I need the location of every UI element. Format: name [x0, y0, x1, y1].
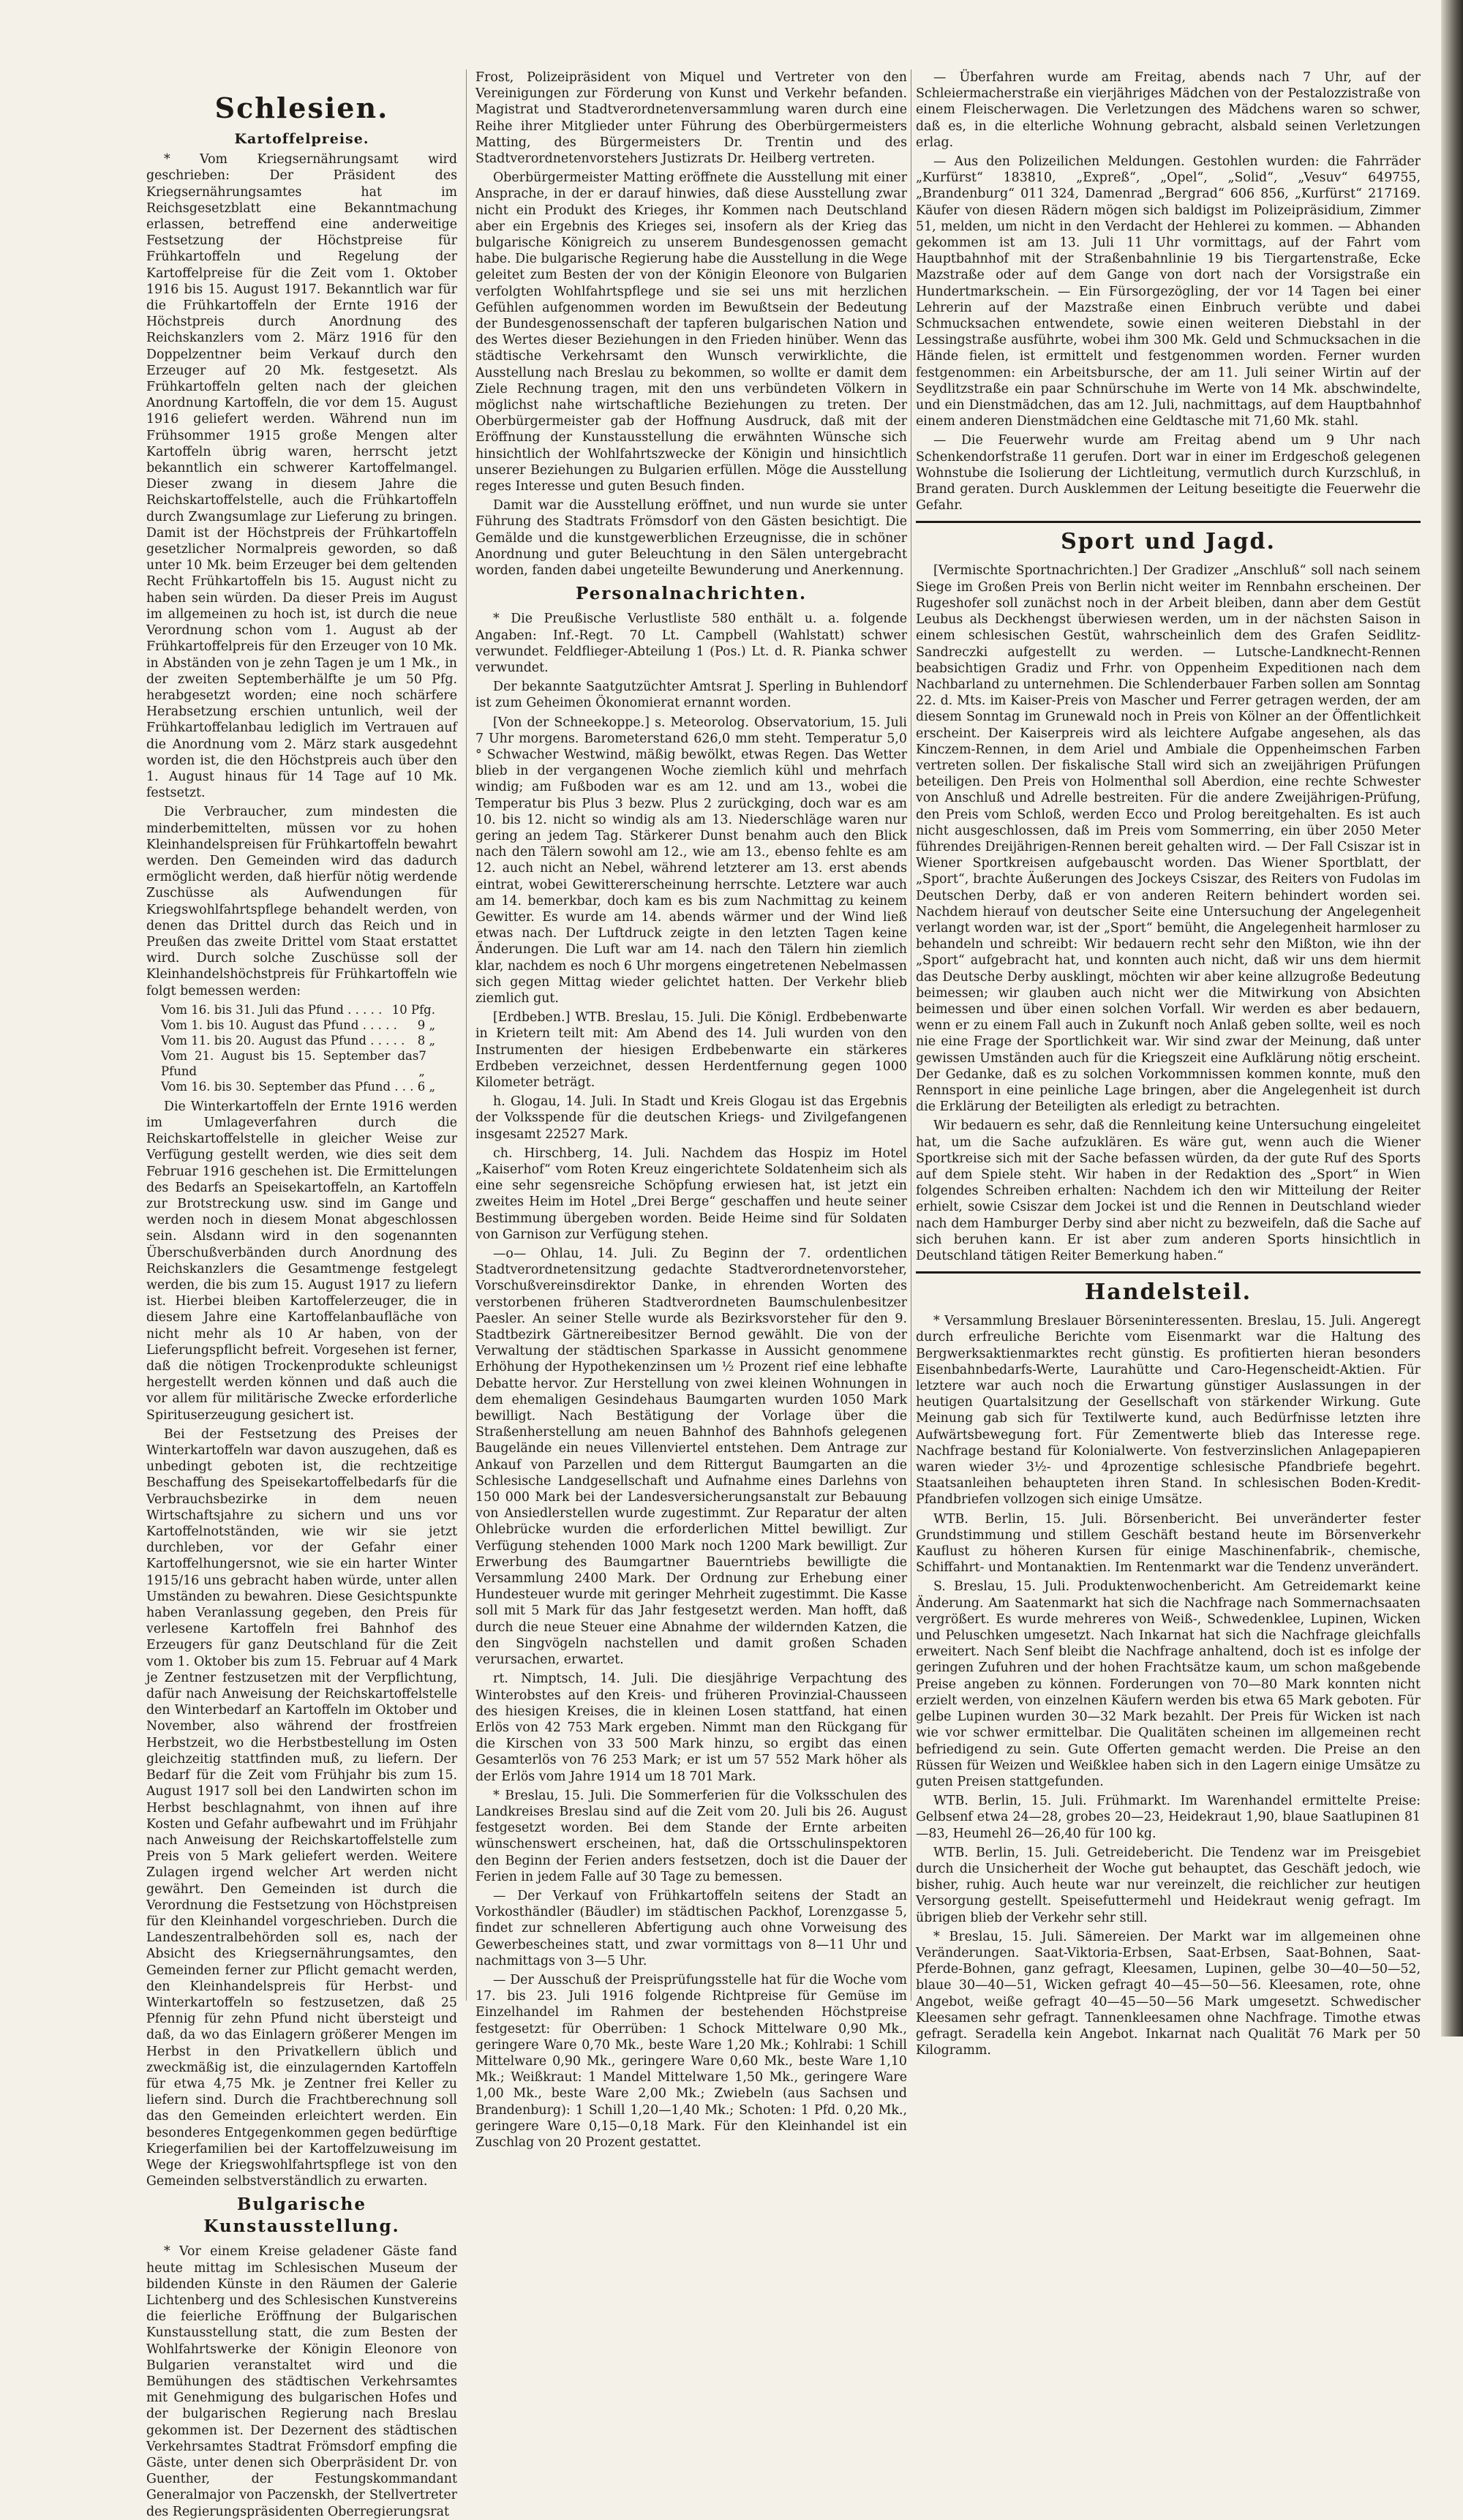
news-item: ch. Hirschberg, 14. Juli. Nachdem das Hospiz im Hotel „Kaiserhof“ vom Roten Kreuz eingerichtete Soldatenheim sich als eine sehr segensreiche Schöpfung erwiesen hat, ist jetzt ein zweites Heim im Hotel „Drei Berge“ geschaffen und heute seiner Bestimmung übergeben worden. Beide Heime sind für Soldaten von Garnison zur Verfügung stehen.	[475, 1146, 907, 1242]
price-label: Vom 21. August bis 15. September das Pfund	[161, 1048, 419, 1078]
section-title-schlesien: Schlesien.	[214, 91, 389, 124]
news-item: S. Breslau, 15. Juli. Produktenwochenbericht. Am Getreidemarkt keine Änderung. Am Saatenmarkt hat sich die Nachfrage nach Sommernachsaaten vergrößert. Es wurde mehreres von Weiß-, Schwedenklee, Lupinen, Wicken und Peluschken umgesetzt. Nach Inkarnat hat sich die Nachfrage gleichfalls erweitert. Nach Senf bleibt die Nachfrage anhaltend, doch ist es infolge der geringen Zufuhren und der hohen Frachtsätze kaum, um schon maßgebende Preise angeben zu können. Forderungen von 70—80 Mark konnten nicht erzielt werden, von einzelnen Käufern werden bis etwa 65 Mark geboten. Für gelbe Lupinen wurden 30—32 Mark bezahlt. Der Preis für Wicken ist nach wie vor schwer ermittelbar. Die Qualitäten scheinen im allgemeinen recht befriedigend zu sein. Gute Offerten gemacht werden. Die Preise an den Rüssen für Weizen und Weißklee haben sich in den Lagern einige Umsätze zu guten Preisen stattgefunden.	[916, 1579, 1421, 1789]
news-item: —o— Ohlau, 14. Juli. Zu Beginn der 7. ordentlichen Stadtverordnetensitzung gedachte Stadtverordnetenvorsteher, Vorschußvereinsdirektor Danke, in ehrenden Worten des verstorbenen früheren Stadtverordneten Baumschulenbesitzer Paesler. An seiner Stelle wurde als Bezirksvorsteher für den 9. Stadtbezirk Gärtnereibesitzer Bernod gewählt. Die von der Verwaltung der städtischen Sparkasse in Aussicht genommene Erhöhung der Hypothekenzinsen um ½ Prozent rief eine lebhafte Debatte hervor. Zur Herstellung von zwei kleinen Wohnungen in dem ehemaligen Gesindehaus Baumgarten wurden 1050 Mark bewilligt. Nach Bestätigung der Vorlage über die Straßenherstellung am neuen Bahnhof des Bahnhofs gelegenen Baugelände ein neues Villenviertel entstehen. Dem Antrage zur Ankauf von Parzellen und dem Rittergut Baumgarten an die Schlesische Landgesellschaft und Aufnahme eines Darlehns von 150 000 Mark bei der Landesversicherungsanstalt zur Bebauung von Ansiedlerstellen wurde zugestimmt. Zur Reparatur der alten Ohlebrücke wurden die erforderlichen Mittel bewilligt. Zur Verfügung stehenden 1000 Mark noch 1200 Mark bewilligt. Zur Erwerbung des Baumgartner Bauerntriebs bewilligte die Versammlung 2400 Mark. Der Ordnung zur Erhebung einer Hundesteuer wurde mit geringer Mehrheit zugestimmt. Die Kasse soll mit 5 Mark für das Jahr festgesetzt werden. Man hofft, daß durch die neue Steuer eine Abnahme der wildernden Katzen, die den Singvögeln nachstellen und damit großen Schaden verursachen, erwartet.	[475, 1246, 907, 1668]
column-3	[916, 69, 1421, 2058]
section-title-sport: Sport und Jagd.	[1061, 529, 1276, 555]
news-item: [Von der Schneekoppe.] s. Meteorolog. Observatorium, 15. Juli 7 Uhr morgens. Barometerstand 626,0 mm steht. Temperatur 5,0 ° Schwacher Westwind, mäßig bewölkt, etwas Regen. Das Wetter blieb in der vergangenen Woche ziemlich kühl und mehrfach windig; am Fußboden war es am 12. und am 13., wobei die Temperatur bis Plus 3 bezw. Plus 2 zurückging, doch war es am 10. bis 12. nicht so windig als am 13. Niederschläge waren nur gering an jedem Tag. Stärkerer Dunst benahm auch den Blick nach den Tälern sowohl am 12., wie am 13., ebenso fehlte es am 12. auch nicht an Nebel, während letzterer am 13. erst abends eintrat, wobei Gewittererscheinung herrschte. Letztere war auch am 14. bemerkbar, doch kam es bis zum Nachmittag zu keinem Gewitter. Es wurde am 14. abends wärmer und der Wind ließ etwas nach. Der Luftdruck zeigte in den letzten Tagen keine Änderungen. Die Luft war am 14. nach den Tälern hin ziemlich klar, nachdem es noch 6 Uhr morgens eingetretenen Nebelmassen sich gegen Mittag wieder gelichtet hatten. Der Verkehr blieb ziemlich gut.	[475, 715, 907, 1006]
article-paragraph: * Vom Kriegsernährungsamt wird geschrieben: Der Präsident des Kriegsernährungsamtes hat im Reichsgesetzblatt eine Bekanntmachung erlassen, betreffend eine anderweitige Festsetzung der Höchstpreise für Frühkartoffeln und Regelung der Kartoffelpreise für die Zeit vom 1. Oktober 1916 bis 15. August 1917. Bekanntlich war für die Frühkartoffeln der Ernte 1916 der Höchstpreis durch Anordnung des Reichskanzlers vom 2. März 1916 für den Doppelzentner beim Verkauf durch den Erzeuger auf 20 Mk. festgesetzt. Als Frühkartoffeln gelten nach der gleichen Anordnung Kartoffeln, die vor dem 15. August 1916 geliefert werden. Während nun im Frühsommer 1915 große Mengen alter Kartoffeln übrig waren, herrscht jetzt bekanntlich ein schwerer Kartoffelmangel. Dieser zwang in diesem Jahre die Reichskartoffelstelle, auch die Frühkartoffeln durch Zwangsumlage zur Lieferung zu bringen. Damit ist der Höchstpreis der Frühkartoffeln gesetzlicher Normalpreis geworden, so daß unter 10 Mk. beim Erzeuger bei dem geltenden Recht Frühkartoffeln bis 15. August nicht zu haben sein würden. Da dieser Preis im August im allgemeinen zu hoch ist, ist durch die neue Verordnung schon vom 1. August ab der Frühkartoffelpreis für den Erzeuger von 10 Mk. in Abständen von je zehn Tagen je um 1 Mk., in der zweiten Septemberhälfte je um 50 Pfg. herabgesetzt worden; eine noch schärfere Herabsetzung erschien untunlich, weil der Frühkartoffelanbau lediglich im Vertrauen auf die Anordnung vom 2. März stark ausgedehnt worden ist, die den Höchstpreis auch über den 1. August hinaus für 14 Tage auf 10 Mk. festsetzt.	[146, 152, 457, 801]
column-1	[146, 69, 457, 2519]
article-paragraph: Damit war die Ausstellung eröffnet, und nun wurde sie unter Führung des Stadtrats Frömsdorf von den Gästen besichtigt. Die Gemälde und die kunstgewerblichen Erzeugnisse, die in schöner Anordnung und guter Beleuchtung in den Sälen untergebracht worden, fanden dabei ungeteilte Bewunderung und Anerkennung.	[475, 498, 907, 579]
news-item: * Versammlung Breslauer Börseninteressenten. Breslau, 15. Juli. Angeregt durch erfreuliche Berichte vom Eisenmarkt war die Haltung des Bergwerksaktienmarktes recht günstig. Es profitierten hieran besonders Eisenbahnbedarfs-Werte, Laurahütte und Caro-Hegenscheidt-Aktien. Für letztere war auch noch die Erwartung günstiger Auslassungen in der heutigen Quartalsitzung der Gesellschaft von stärkender Wirkung. Gute Meinung gab sich für Textilwerte kund, auch Bedürfnisse letzten ihre Aufwärtsbewegung fort. Für Zementwerte blieb das Interesse rege. Nachfrage bestand für Kolonialwerte. Von festverzinslichen Anlagepapieren waren wieder 3½- und 4prozentige schlesische Pfandbriefe begehrt. Staatsanleihen behaupteten ihren Stand. In schlesischen Boden-Kredit-Pfandbriefen vollzogen sich einige Umsätze.	[916, 1314, 1421, 1508]
price-value: 7 „	[418, 1048, 426, 1078]
price-row	[161, 1002, 457, 1018]
section-divider	[916, 521, 1421, 523]
price-value: 6 „	[417, 1079, 435, 1094]
news-item: WTB. Berlin, 15. Juli. Getreidebericht. Die Tendenz war im Preisgebiet durch die Unsicherheit der Woche gut behauptet, das Geschäft jedoch, wie bisher, ruhig. Auch heute war nur vereinzelt, die reichlicher zur heutigen Versorgung gestellt. Speisefuttermehl und Heidekraut wenig gefragt. Im übrigen blieb der Verkehr sehr still.	[916, 1845, 1421, 1925]
news-item: rt. Nimptsch, 14. Juli. Die diesjährige Verpachtung des Winterobstes auf den Kreis- und früheren Provinzial-Chausseen des hiesigen Kreises, die in kleinen Losen stattfand, hat einen Erlös von 42 753 Mark ergeben. Nimmt man den Rückgang für die Kirschen von 33 500 Mark hinzu, so ergibt das einen Gesamterlös von 76 253 Mark; er ist um 57 552 Mark höher als der Erlös vom Jahre 1914 um 18 701 Mark.	[475, 1671, 907, 1784]
article-title-personalnachrichten: Personalnachrichten.	[576, 584, 807, 604]
news-item: Wir bedauern es sehr, daß die Rennleitung keine Untersuchung eingeleitet hat, um die Sache aufzuklären. Es wäre gut, wenn auch die Wiener Sportkreise sich mit der Sache befassen würden, da der gute Ruf des Sports auf dem Spiele steht. Wir haben in der Redaktion des „Sport“ in Wien folgendes Schreiben erhalten: Nachdem ich den wir Mitteilung der Reiter erhielt, sowie Csiszar dem Jockei ist und die Rennen in Deutschland wieder nach dem Hamburger Derby sind aber nicht zu bezweifeln, daß die Sache auf sich beruhen kann. Er ist aber zum anderen Sports hinsichtlich in Deutschland tätigen Reiter Bemerkung haben.“	[916, 1118, 1421, 1264]
article-paragraph: Frost, Polizeipräsident von Miquel und Vertreter von den Vereinigungen zur Förderung von Kunst und Verkehr befanden. Magistrat und Stadtverordnetenversammlung waren durch eine Reihe ihrer Mitglieder unter Führung des Oberbürgermeisters Matting, des Bürgermeisters Dr. Trentin und des Stadtverordnetenvorstehers Justizrats Dr. Heilberg vertreten.	[475, 70, 907, 167]
price-value: 8 „	[417, 1033, 435, 1048]
article-paragraph: Die Verbraucher, zum mindesten die minderbemittelten, müssen vor zu hohen Kleinhandelspreisen für Frühkartoffeln bewahrt werden. Den Gemeinden wird das dadurch ermöglicht werden, daß hierfür nötig werdende Zuschüsse als Aufwendungen für Kriegswohlfahrtspflege behandelt werden, von denen das Drittel durch das Reich und in Preußen das zweite Drittel vom Staat erstattet wird. Durch solche Zuschüsse soll der Kleinhandelshöchstpreis für Frühkartoffeln wie folgt bemessen werden:	[146, 805, 457, 998]
price-label: Vom 16. bis 31. Juli das Pfund . . . . .	[161, 1002, 383, 1017]
column-rule	[466, 69, 467, 2001]
price-value: 10 Pfg.	[391, 1002, 435, 1017]
price-table	[161, 1002, 457, 1094]
price-label: Vom 11. bis 20. August das Pfund . . . . .	[161, 1033, 405, 1048]
news-item: [Vermischte Sportnachrichten.] Der Gradizer „Anschluß“ soll nach seinem Siege im Großen Preis von Berlin nicht weiter im Rennbahn erscheinen. Der Rugeshofer soll zunächst noch in der Arbeit bleiben, dann aber dem Gestüt Leubus als Deckhengst überwiesen werden, um in der nächsten Saison in einem schlesischen Gestüt, wahrscheinlich dem des Grafen Seidlitz-Sandreczki aufgestellt zu werden. — Lutsche-Landknecht-Rennen beabsichtigen Gradiz und Frhr. von Oppenheim Expeditionen nach dem Nachbarland zu unternehmen. Die Schlenderbauer Farben sollen am Sonntag 22. d. Mts. im Kaiser-Preis von Mascher und Ferrer getragen werden, der am diesem Sonntag im Grunewald noch in Preis von Kölner an der Öffentlichkeit erscheint. Der Kaiserpreis wird als leichtere Aufgabe angesehen, als das Kinczem-Rennen, in dem Ariel und Ambiale die Oppenheimschen Farben vertreten sollen. Der fiskalische Stall wird sich an zweijährigen Prüfungen beteiligen. Den Preis von Holmenthal soll Aberdion, eine rechte Schwester von Anschluß und Adrelle bestreiten. Für die andere Zweijährigen-Prüfung, den Preis vom Schloß, werden Ecco und Prolog bereitgehalten. Es ist auch nicht ausgeschlossen, daß im Preis vom Sommerring, ein über 2050 Meter führendes Dreijährigen-Rennen bereit gehalten wird. — Der Fall Csiszar ist in Wiener Sportkreisen aufgebauscht worden. Das Wiener Sportblatt, der „Sport“, brachte Äußerungen des Jockeys Csiszar, des Reiters von Fudolas im Deutschen Derby, daß er von anderen Reitern behindert worden sei. Nachdem hierauf von deutscher Seite eine Untersuchung der Angelegenheit verlangt worden war, ist der „Sport“ bemüht, die Angelegenheit harmloser zu behandeln und schreibt: Wir bedauern recht sehr den Mißton, wie ihn der „Sport“ aufgebracht hat, und konnten auch nicht, daß wir uns dem hiermit das Deutsche Derby ausklingt, möchten wir aber keine allzugroße Bedeutung beimessen; wir glauben auch nicht wer die Mitwirkung von Absichten beimessen und über einen solchen Vorfall. Wir werden es aber bedauern, wenn er zu einem Fall auch in Zukunft noch Anlaß geben sollte, weil es noch nie eine Frage der Sportlichkeit war. Wir sind zwar der Meinung, daß unter gewissen Umständen auch für die Kriegszeit eine Aufklärung nötig erscheint. Der Gedanke, daß es zu solchen Vorkommnissen kommen konnte, muß den Rennsport in eine peinliche Lage bringen, aber die Angelegenheit ist durch die Erklärung der Beteiligten als erledigt zu betrachten.	[916, 563, 1421, 1115]
news-item: — Der Verkauf von Frühkartoffeln seitens der Stadt an Vorkosthändler (Bäudler) im städtischen Packhof, Lorenzgasse 5, findet zur schnelleren Abfertigung auch ohne Vorweisung des Gewerbescheines statt, und zwar vormittags von 8—11 Uhr und nachmittags von 3—5 Uhr.	[475, 1888, 907, 1968]
page-edge-shadow	[1441, 0, 1463, 2036]
news-item: * Die Preußische Verlustliste 580 enthält u. a. folgende Angaben: Inf.-Regt. 70 Lt. Campbell (Wahlstatt) schwer verwundet. Feldflieger-Abteilung 1 (Pos.) Lt. d. R. Pianka schwer verwundet.	[475, 612, 907, 675]
news-item: [Erdbeben.] WTB. Breslau, 15. Juli. Die Königl. Erdbebenwarte in Krietern teilt mit: Am Abend des 14. Juli wurden von den Instrumenten der hiesigen Erdbebenwarte ein stärkeres Erdbeben verzeichnet, dessen Herdentfernung gegen 1000 Kilometer beträgt.	[475, 1010, 907, 1090]
price-value: 9 „	[417, 1018, 435, 1032]
section-title-handelsteil: Handelsteil.	[1084, 1279, 1252, 1306]
article-paragraph: Oberbürgermeister Matting eröffnete die Ausstellung mit einer Ansprache, in der er darauf hinwies, daß diese Ausstellung zwar nicht ein Produkt des Krieges, ihr Kommen nach Deutschland aber ein Ergebnis des Krieges sei, insofern als der Krieg das bulgarische Königreich zu unserem Bundesgenossen gemacht habe. Die bulgarische Regierung habe die Ausstellung in die Wege geleitet zum Besten der von der Königin Eleonore von Bulgarien verfolgten Wohlfahrtspflege und sie sei uns mit herzlichen Gefühlen aufgenommen worden im Bewußtsein der Bedeutung der Bundesgenossenschaft der tapferen bulgarischen Nation und des Wertes dieser Beziehungen in den Frieden hinüber. Wenn das städtische Verkehrsamt den Wunsch verwirklichte, die Ausstellung nach Breslau zu bekommen, so wollte er damit dem Ziele Rechnung tragen, mit den uns verbündeten Völkern in möglichst nahe wirtschaftliche Beziehungen zu treten. Der Oberbürgermeister gab der Hoffnung Ausdruck, daß mit der Eröffnung der Kunstausstellung die erwähnten Wünsche sich hinsichtlich der Wohlfahrtszwecke der Königin und hinsichtlich unserer Beziehungen zu Bulgarien erfüllen. Möge die Ausstellung reges Interesse und guten Besuch finden.	[475, 170, 907, 494]
news-item: — Überfahren wurde am Freitag, abends nach 7 Uhr, auf der Schleiermacherstraße ein vierjähriges Mädchen von der Pestalozzistraße von einem Fleischerwagen. Die Verletzungen des Mädchens waren so schwer, daß es, in die elterliche Wohnung gebracht, alsbald seinen Verletzungen erlag.	[916, 70, 1421, 150]
news-item: * Breslau, 15. Juli. Die Sommerferien für die Volksschulen des Landkreises Breslau sind auf die Zeit vom 20. Juli bis 26. August festgesetzt worden. Bei dem Stande der Ernte arbeiten wünschenswert erscheinen, hat, daß die Ortsschulinspektoren den Beginn der Ferien anders festsetzen, doch ist die Dauer der Ferien in jedem Falle auf 30 Tage zu bemessen.	[475, 1788, 907, 1884]
article-paragraph: * Vor einem Kreise geladener Gäste fand heute mittag im Schlesischen Museum der bildenden Künste in den Räumen der Galerie Lichtenberg und des Schlesischen Kunstvereins die feierliche Eröffnung der Bulgarischen Kunstausstellung statt, die zum Besten der Wohlfahrtswerke der Königin Eleonore von Bulgarien veranstaltet wird und die Bemühungen des städtischen Verkehrsamtes mit Genehmigung des bulgarischen Hofes und der bulgarischen Regierung nach Breslau gekommen ist. Der Dezernent des städtischen Verkehrsamtes Stadtrat Frömsdorf empfing die Gäste, unter denen sich Oberpräsident Dr. von Guenther, der Festungskommandant Generalmajor von Paczenskh, der Stellvertreter des Regierungspräsidenten Oberregierungsrat	[146, 2244, 457, 2519]
news-item: — Der Ausschuß der Preisprüfungsstelle hat für die Woche vom 17. bis 23. Juli 1916 folgende Richtpreise für Gemüse im Einzelhandel im Rahmen der bestehenden Höchstpreise festgesetzt: für Oberrüben: 1 Schock Mittelware 0,90 Mk., geringere Ware 0,70 Mk., beste Ware 1,20 Mk.; Kohlrabi: 1 Schill Mittelware 0,90 Mk., geringere Ware 0,60 Mk., beste Ware 1,10 Mk.; Weißkraut: 1 Mandel Mittelware 1,50 Mk., geringere Ware 1,00 Mk., beste Ware 2,00 Mk.; Zwiebeln (aus Sachsen und Brandenburg): 1 Schill 1,20—1,40 Mk.; Schoten: 1 Pfd. 0,20 Mk., geringere Ware 0,15—0,18 Mark. Für den Kleinhandel ist ein Zuschlag von 20 Prozent gestattet.	[475, 1972, 907, 2150]
news-item: * Breslau, 15. Juli. Sämereien. Der Markt war im allgemeinen ohne Veränderungen. Saat-Viktoria-Erbsen, Saat-Erbsen, Saat-Bohnen, Saat-Pferde-Bohnen, ganz gefragt, Kleesamen, Lupinen, gelbe 30—40—50—52, blaue 30—40—51, Wicken gefragt 40—45—50—56. Kleesamen, rote, ohne Angebot, weiße gefragt 40—45—50—56 Mark umgesetzt. Schwedischer Kleesamen sehr gefragt. Tannenkleesamen ohne Nachfrage. Timothe etwas gefragt. Seradella kein Angebot. Inkarnat nach Qualität 76 Mark per 50 Kilogramm.	[916, 1929, 1421, 2058]
news-item: — Aus den Polizeilichen Meldungen. Gestohlen wurden: die Fahrräder „Kurfürst“ 183810, „Expreß“, „Opel“, „Solid“, „Vesuv“ 649755, „Brandenburg“ 011 324, Damenrad „Bergrad“ 606 856, „Kurfürst“ 217169. Käufer von diesen Rädern mögen sich baldigst im Polizeipräsidium, Zimmer 51, melden, um nicht in den Verdacht der Hehlerei zu kommen. — Abhanden gekommen ist am 13. Juli 11 Uhr vormittags, auf der Fahrt vom Hauptbahnhof mit der Straßenbahnlinie 19 bis Tiergartenstraße, Ecke Mazstraße oder auf dem Gange von dort nach der Vorsigstraße ein Hundertmarkschein. — Ein Fürsorgezögling, der vor 14 Tagen bei einer Lehrerin auf der Mazstraße einen Einbruch verübte und dabei Schmucksachen entwendete, sowie einen weiteren Diebstahl in der Lessingstraße ausführte, wobei ihm 300 Mk. Geld und Schmucksachen in die Hände fielen, ist ermittelt und festgenommen worden. Ferner wurden festgenommen: ein Arbeitsbursche, der am 11. Juli seiner Wirtin auf der Seydlitzstraße ein paar Schnürschuhe im Werte von 14 Mk. abschwindelte, und ein Dienstmädchen, das am 12. Juli, nachmittags, auf dem Hauptbahnhof einem anderen Dienstmädchen eine Geldtasche mit 71,60 Mk. stahl.	[916, 154, 1421, 429]
price-row	[161, 1079, 457, 1094]
news-item: WTB. Berlin, 15. Juli. Frühmarkt. Im Warenhandel ermittelte Preise: Gelbsenf etwa 24—28, grobes 20—23, Heidekraut 1,90, blaue Saatlupinen 81—83, Heumehl 26—26,40 für 100 kg.	[916, 1794, 1421, 1841]
article-title-kunstausstellung: Bulgarische Kunstausstellung.	[203, 2194, 400, 2237]
article-title-kartoffelpreise: Kartoffelpreise.	[234, 131, 369, 147]
article-paragraph: Die Winterkartoffeln der Ernte 1916 werden im Umlageverfahren durch die Reichskartoffelstelle in gleicher Weise zur Verfügung gestellt werden, wie dies seit dem Februar 1916 geschehen ist. Die Ermittelungen des Bedarfs an Speisekartoffeln, an Kartoffeln zur Brotstreckung usw. sind im Gange und werden noch in diesem Monat abgeschlossen sein. Alsdann wird in den sogenannten Überschußverbänden durch Anordnung des Reichskanzlers die Gesamtmenge festgelegt werden, die bis zum 15. August 1917 zu liefern ist. Hierbei bleiben Kartoffelerzeuger, die in diesem Jahre eine Kartoffelanbaufläche von nicht mehr als 10 Ar haben, von der Lieferungspflicht befreit. Vorgesehen ist ferner, daß die nötigen Trockenprodukte schleunigst hergestellt werden können und daß auch die vor allem für militärische Zwecke erforderliche Spirituserzeugung gesichert ist.	[146, 1099, 457, 1423]
price-row	[161, 1048, 457, 1079]
article-paragraph: Bei der Festsetzung des Preises der Winterkartoffeln war davon auszugehen, daß es unbedingt geboten ist, die rechtzeitige Beschaffung des Speisekartoffelbedarfs für die Verbrauchsbezirke in dem neuen Wirtschaftsjahre zu sichern und uns vor Kartoffelnotständen, wie wir sie jetzt durchleben, vor der Gefahr einer Kartoffelhungersnot, wie sie ein harter Winter 1915/16 uns gebracht haben würde, unter allen Umständen zu bewahren. Diese Gesichtspunkte haben Veranlassung gegeben, den Preis für verlesene Kartoffeln frei Bahnhof des Erzeugers für ganz Deutschland für die Zeit vom 1. Oktober bis zum 15. Februar auf 4 Mark je Zentner festzusetzen mit der Verpflichtung, dafür nach Anweisung der Reichskartoffelstelle den Winterbedarf an Kartoffeln im Oktober und November, also während der frostfreien Herbstzeit, wo die Herbstbestellung im Osten gleichzeitig stattfinden muß, zu liefern. Der Bedarf für die Zeit vom Frühjahr bis zum 15. August 1917 soll bei den Landwirten schon im Herbst beschlagnahmt, von ihnen auf ihre Kosten und Gefahr aufbewahrt und im Frühjahr nach Anweisung der Reichskartoffelstelle zum Preis von 5 Mark geliefert werden. Weitere Zulagen irgend welcher Art werden nicht gewährt. Den Gemeinden ist durch die Verordnung die Festsetzung von Höchstpreisen für den Kleinhandel vorgeschrieben. Durch die Landeszentralbehörden soll es, nach der Absicht des Kriegsernährungsamtes, den Gemeinden ferner zur Pflicht gemacht werden, den Kleinhandelspreis für Herbst- und Winterkartoffeln so festzusetzen, daß 25 Pfennig für zehn Pfund nicht übersteigt und daß, da wo das Einlagern größerer Mengen im Herbst in den Privatkellern üblich und zweckmäßig ist, die einzulagernden Kartoffeln für etwa 4,75 Mk. je Zentner frei Keller zu liefern sind. Durch die Frachtberechnung soll das den Gemeinden erleichtert werden. Ein besonderes Entgegenkommen gegen bedürftige Kriegerfamilien bei der Kartoffelzuweisung im Wege der Kriegswohlfahrtspflege ist von den Gemeinden selbstverständlich zu erwarten.	[146, 1426, 457, 2189]
price-label: Vom 1. bis 10. August das Pfund . . . . .	[161, 1018, 397, 1032]
news-item: — Die Feuerwehr wurde am Freitag abend um 9 Uhr nach Schenkendorfstraße 11 gerufen. Dort war in einer im Erdgeschoß gelegenen Wohnstube die Isolierung der Lichtleitung, vermutlich durch Kurzschluß, in Brand geraten. Durch Ausklemmen der Leitung beseitigte die Feuerwehr die Gefahr.	[916, 433, 1421, 514]
column-2	[475, 69, 907, 2150]
news-item: WTB. Berlin, 15. Juli. Börsenbericht. Bei unveränderter fester Grundstimmung und stillem Geschäft bestand heute im Börsenverkehr Kauflust zu höheren Kursen für einige Maschinenfabrik-, chemische, Schiffahrt- und Montanaktien. Im Rentenmarkt war die Tendenz unverändert.	[916, 1511, 1421, 1576]
price-row	[161, 1033, 457, 1048]
price-row	[161, 1018, 457, 1033]
price-label: Vom 16. bis 30. September das Pfund . . .	[161, 1079, 414, 1094]
news-item: h. Glogau, 14. Juli. In Stadt und Kreis Glogau ist das Ergebnis der Volksspende für die deutschen Kriegs- und Zivilgefangenen insgesamt 22527 Mark.	[475, 1094, 907, 1142]
news-item: Der bekannte Saatgutzüchter Amtsrat J. Sperling in Buhlendorf ist zum Geheimen Ökonomierat ernannt worden.	[475, 680, 907, 711]
section-divider	[916, 1271, 1421, 1274]
